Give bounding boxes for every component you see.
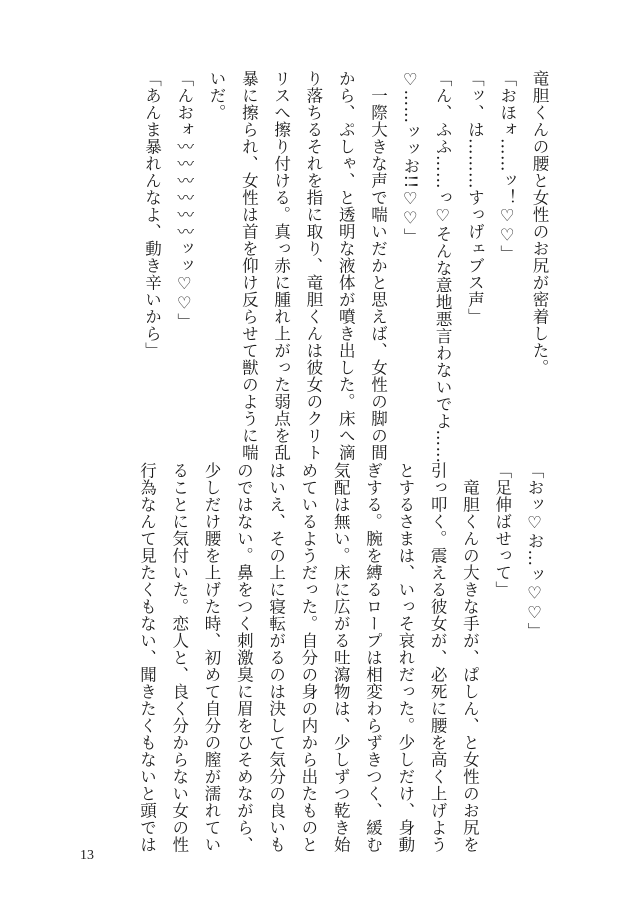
text-line: 竜胆くんの腰と女性のお尻が密着した。 (530, 70, 549, 376)
text-line: から、ぷしゃ、と透明な液体が噴き出した。床へ滴 (336, 70, 356, 461)
text-line: 引っ叩く。震える彼女が、必死に腰を高く上げよう (428, 462, 448, 853)
text-line: リスへ擦り付ける。真っ赤に腫れ上がった弱点を乱 (271, 70, 291, 461)
text-line: 「おッ♡お…ッ♡♡」 (525, 462, 544, 640)
text-line: はいえ、その上に寝転がるのは決して気分の良いも (266, 462, 286, 853)
text-line: 「足伸ばせって」 (492, 462, 512, 598)
text-line: 少しだけ腰を上げた時、初めて自分の膣が濡れてい (202, 462, 222, 853)
text-line: ることに気付いた。恋人と、良く分からない女の性 (169, 462, 189, 853)
upper-text-block (135, 70, 555, 464)
text-line: 「んおォ〰〰〰〰〰〰ッッ♡♡」 (174, 70, 194, 330)
page-number: 13 (80, 848, 94, 863)
text-line: ぎする。腕を縛るロープは相変わらずきつく、緩む (363, 462, 383, 853)
text-line: 竜胆くんの大きな手が、ぱしん、と女性のお尻を (460, 462, 480, 853)
text-line: のではない。鼻をつく刺激臭に眉をひそめながら、 (234, 462, 254, 853)
text-line: 暴に擦られ、女性は首を仰け反らせて獣のように喘 (239, 70, 259, 461)
text-line: 行為なんて見たくもない、聞きたくもないと頭では (137, 462, 157, 853)
lower-text-block (130, 462, 550, 853)
text-line: 「あんま暴れんなよ、動き辛いから」 (142, 70, 162, 359)
text-line: 「ん、ふふ……っ♡そんな意地悪言わないでよ…… (433, 70, 453, 464)
text-line: とするさまは、いっそ哀れだった。少しだけ、身動 (395, 462, 415, 853)
text-line: めているようだった。自分の身の内から出たものと (298, 462, 318, 853)
text-line: 「ッ、は………すっげェブス声」 (465, 70, 485, 325)
text-line: り落ちるそれを指に取り、竜胆くんは彼女のクリト (303, 70, 323, 461)
text-line: 一際大きな声で喘いだかと思えば、女性の脚の間 (368, 70, 388, 461)
text-line: ♡……ッッお!!♡♡」 (400, 70, 420, 245)
text-line: いだ。 (207, 70, 227, 121)
text-line: 「おほォ……ッ！♡♡」 (497, 70, 517, 262)
text-line: 気配は無い。床に広がる吐瀉物は、少しずつ乾き始 (331, 462, 351, 853)
